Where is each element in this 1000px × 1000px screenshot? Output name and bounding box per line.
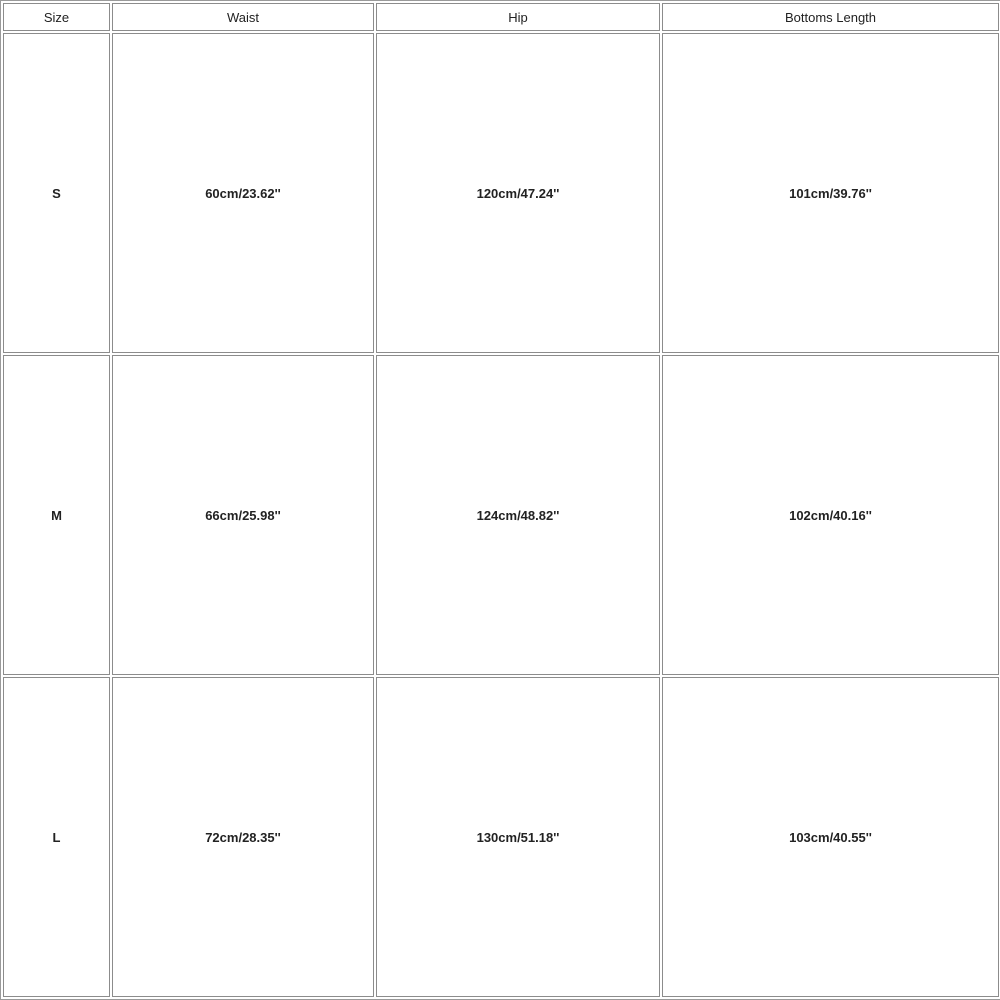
table-row: [3, 677, 999, 997]
cell-bottoms-length: 102cm/40.16'': [662, 355, 999, 675]
cell-bottoms-length: 103cm/40.55'': [662, 677, 999, 997]
cell-size: S: [3, 33, 110, 353]
cell-waist: 72cm/28.35'': [112, 677, 374, 997]
cell-hip: 124cm/48.82'': [376, 355, 660, 675]
cell-hip: 130cm/51.18'': [376, 677, 660, 997]
cell-size: M: [3, 355, 110, 675]
table-header-row: [3, 3, 999, 31]
cell-waist: 66cm/25.98'': [112, 355, 374, 675]
cell-waist: 60cm/23.62'': [112, 33, 374, 353]
cell-hip: 120cm/47.24'': [376, 33, 660, 353]
cell-bottoms-length: 101cm/39.76'': [662, 33, 999, 353]
header-hip: Hip: [376, 3, 660, 31]
header-bottoms-length: Bottoms Length: [662, 3, 999, 31]
cell-size: L: [3, 677, 110, 997]
header-waist: Waist: [112, 3, 374, 31]
table-row: [3, 355, 999, 675]
header-size: Size: [3, 3, 110, 31]
table-row: [3, 33, 999, 353]
